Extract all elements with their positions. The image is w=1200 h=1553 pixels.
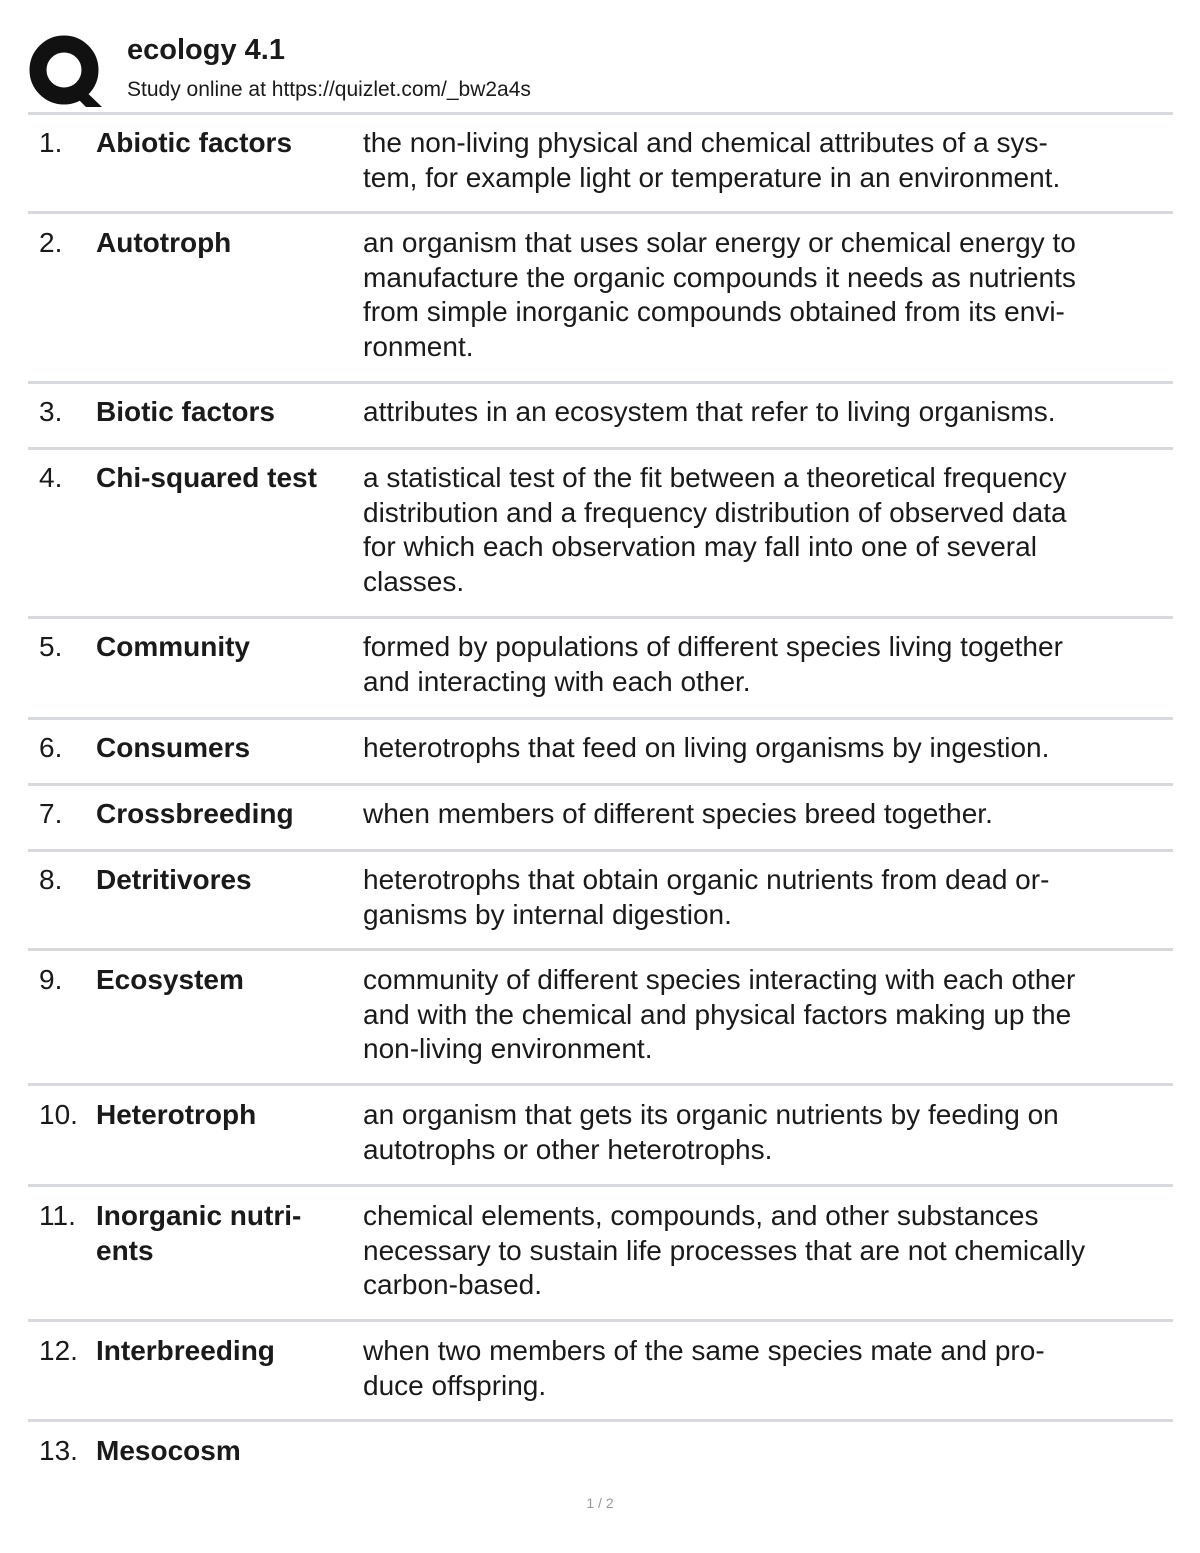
term-definition xyxy=(363,863,1173,932)
definition-line: and interacting with each other. xyxy=(363,665,751,697)
definition-line: non-living environment. xyxy=(363,1033,653,1064)
definition-line: for which each observation may fall into one of several xyxy=(363,531,1037,562)
term-name xyxy=(96,226,361,261)
definition-line: the non-living physical and chemical attributes of a sys- xyxy=(363,127,1048,158)
term-name xyxy=(96,395,361,430)
term-number: 8. xyxy=(39,864,63,895)
row-divider xyxy=(28,1419,1173,1422)
term-name-line: Autotroph xyxy=(96,227,232,258)
term-name-line: Chi-squared test xyxy=(96,462,317,493)
definition-line: an organism that uses solar energy or chemical energy to xyxy=(363,227,1076,258)
term-name xyxy=(96,1199,361,1268)
term-definition xyxy=(363,630,1173,699)
term-name-line: Community xyxy=(96,631,250,662)
page-number: 1 / 2 xyxy=(586,1495,614,1511)
term-definition xyxy=(363,1098,1173,1167)
term-number: 11. xyxy=(39,1200,76,1231)
term-definition xyxy=(363,126,1173,195)
definition-line: chemical elements, compounds, and other substances xyxy=(363,1200,1039,1231)
term-name-line: Consumers xyxy=(96,732,251,763)
term-number: 4. xyxy=(39,462,63,493)
term-name xyxy=(96,963,361,998)
term-name-line: Interbreeding xyxy=(96,1335,275,1366)
set-title: ecology 4.1 xyxy=(127,34,285,66)
term-number: 13. xyxy=(39,1435,78,1466)
header xyxy=(28,30,1173,110)
term-name-line: Inorganic nutri- xyxy=(96,1200,302,1231)
row-divider xyxy=(28,1083,1173,1086)
row-divider xyxy=(28,447,1173,450)
row-divider xyxy=(28,112,1173,115)
definition-line: ronment. xyxy=(363,330,474,362)
quizlet-q-logo-icon xyxy=(28,32,106,110)
definition-line: formed by populations of different species living together xyxy=(363,631,1063,662)
row-divider xyxy=(28,1184,1173,1187)
term-name xyxy=(96,731,361,766)
definition-line: heterotrophs that feed on living organisms by ingestion. xyxy=(363,732,1050,763)
term-name-line: Mesocosm xyxy=(96,1435,241,1466)
term-name-line: Biotic factors xyxy=(96,396,275,427)
row-divider xyxy=(28,948,1173,951)
term-name-line: ents xyxy=(96,1234,154,1266)
row-divider xyxy=(28,381,1173,384)
term-name-line: Heterotroph xyxy=(96,1099,257,1130)
term-name-line: Ecosystem xyxy=(96,964,244,995)
term-number: 2. xyxy=(39,227,63,258)
term-name xyxy=(96,461,361,496)
term-number: 6. xyxy=(39,732,63,763)
term-name xyxy=(96,797,361,832)
term-number: 10. xyxy=(39,1099,78,1130)
term-number: 9. xyxy=(39,964,63,995)
term-definition xyxy=(363,797,1173,832)
term-definition xyxy=(363,1199,1173,1303)
term-definition xyxy=(363,1334,1173,1403)
term-definition xyxy=(363,395,1173,430)
definition-line: manufacture the organic compounds it needs as nutrients xyxy=(363,261,1076,293)
row-divider xyxy=(28,616,1173,619)
definition-line: attributes in an ecosystem that refer to living organisms. xyxy=(363,396,1056,427)
definition-line: from simple inorganic compounds obtained from its envi- xyxy=(363,296,1065,327)
definition-line: duce offspring. xyxy=(363,1369,547,1401)
term-name xyxy=(96,630,361,665)
definition-line: an organism that gets its organic nutrients by feeding on xyxy=(363,1099,1059,1130)
definition-line: tem, for example light or temperature in an environment. xyxy=(363,161,1061,193)
definition-line: autotrophs or other heterotrophs. xyxy=(363,1133,773,1165)
definition-line: heterotrophs that obtain organic nutrients from dead or- xyxy=(363,864,1050,895)
definition-line: when two members of the same species mate and pro- xyxy=(363,1335,1045,1366)
definition-line: a statistical test of the fit between a theoretical frequency xyxy=(363,462,1067,493)
definition-line: necessary to sustain life processes that are not chemically xyxy=(363,1234,1086,1266)
study-online-link[interactable]: Study online at https://quizlet.com/_bw2a4s xyxy=(127,78,531,101)
term-name xyxy=(96,863,361,898)
definition-line: and with the chemical and physical factors making up the xyxy=(363,998,1072,1030)
term-number: 7. xyxy=(39,798,63,829)
definition-line: community of different species interacting with each other xyxy=(363,964,1076,995)
term-name xyxy=(96,1098,361,1133)
term-name xyxy=(96,126,361,161)
term-number: 5. xyxy=(39,631,63,662)
term-number: 12. xyxy=(39,1335,78,1366)
term-name xyxy=(96,1334,361,1369)
row-divider xyxy=(28,1319,1173,1322)
definition-line: carbon-based. xyxy=(363,1269,543,1300)
row-divider xyxy=(28,849,1173,852)
term-number: 3. xyxy=(39,396,63,427)
row-divider xyxy=(28,211,1173,214)
term-definition xyxy=(363,963,1173,1067)
definition-line: distribution and a frequency distribution of observed data xyxy=(363,496,1067,528)
term-definition xyxy=(363,226,1173,364)
term-name-line: Detritivores xyxy=(96,864,252,895)
term-number: 1. xyxy=(39,127,63,158)
definition-line: ganisms by internal digestion. xyxy=(363,898,732,930)
row-divider xyxy=(28,717,1173,720)
row-divider xyxy=(28,783,1173,786)
term-definition xyxy=(363,461,1173,599)
term-definition xyxy=(363,731,1173,766)
term-name-line: Crossbreeding xyxy=(96,798,294,829)
definition-line: when members of different species breed together. xyxy=(363,798,993,829)
term-name-line: Abiotic factors xyxy=(96,127,293,158)
definition-line: classes. xyxy=(363,565,465,597)
term-name xyxy=(96,1434,361,1469)
